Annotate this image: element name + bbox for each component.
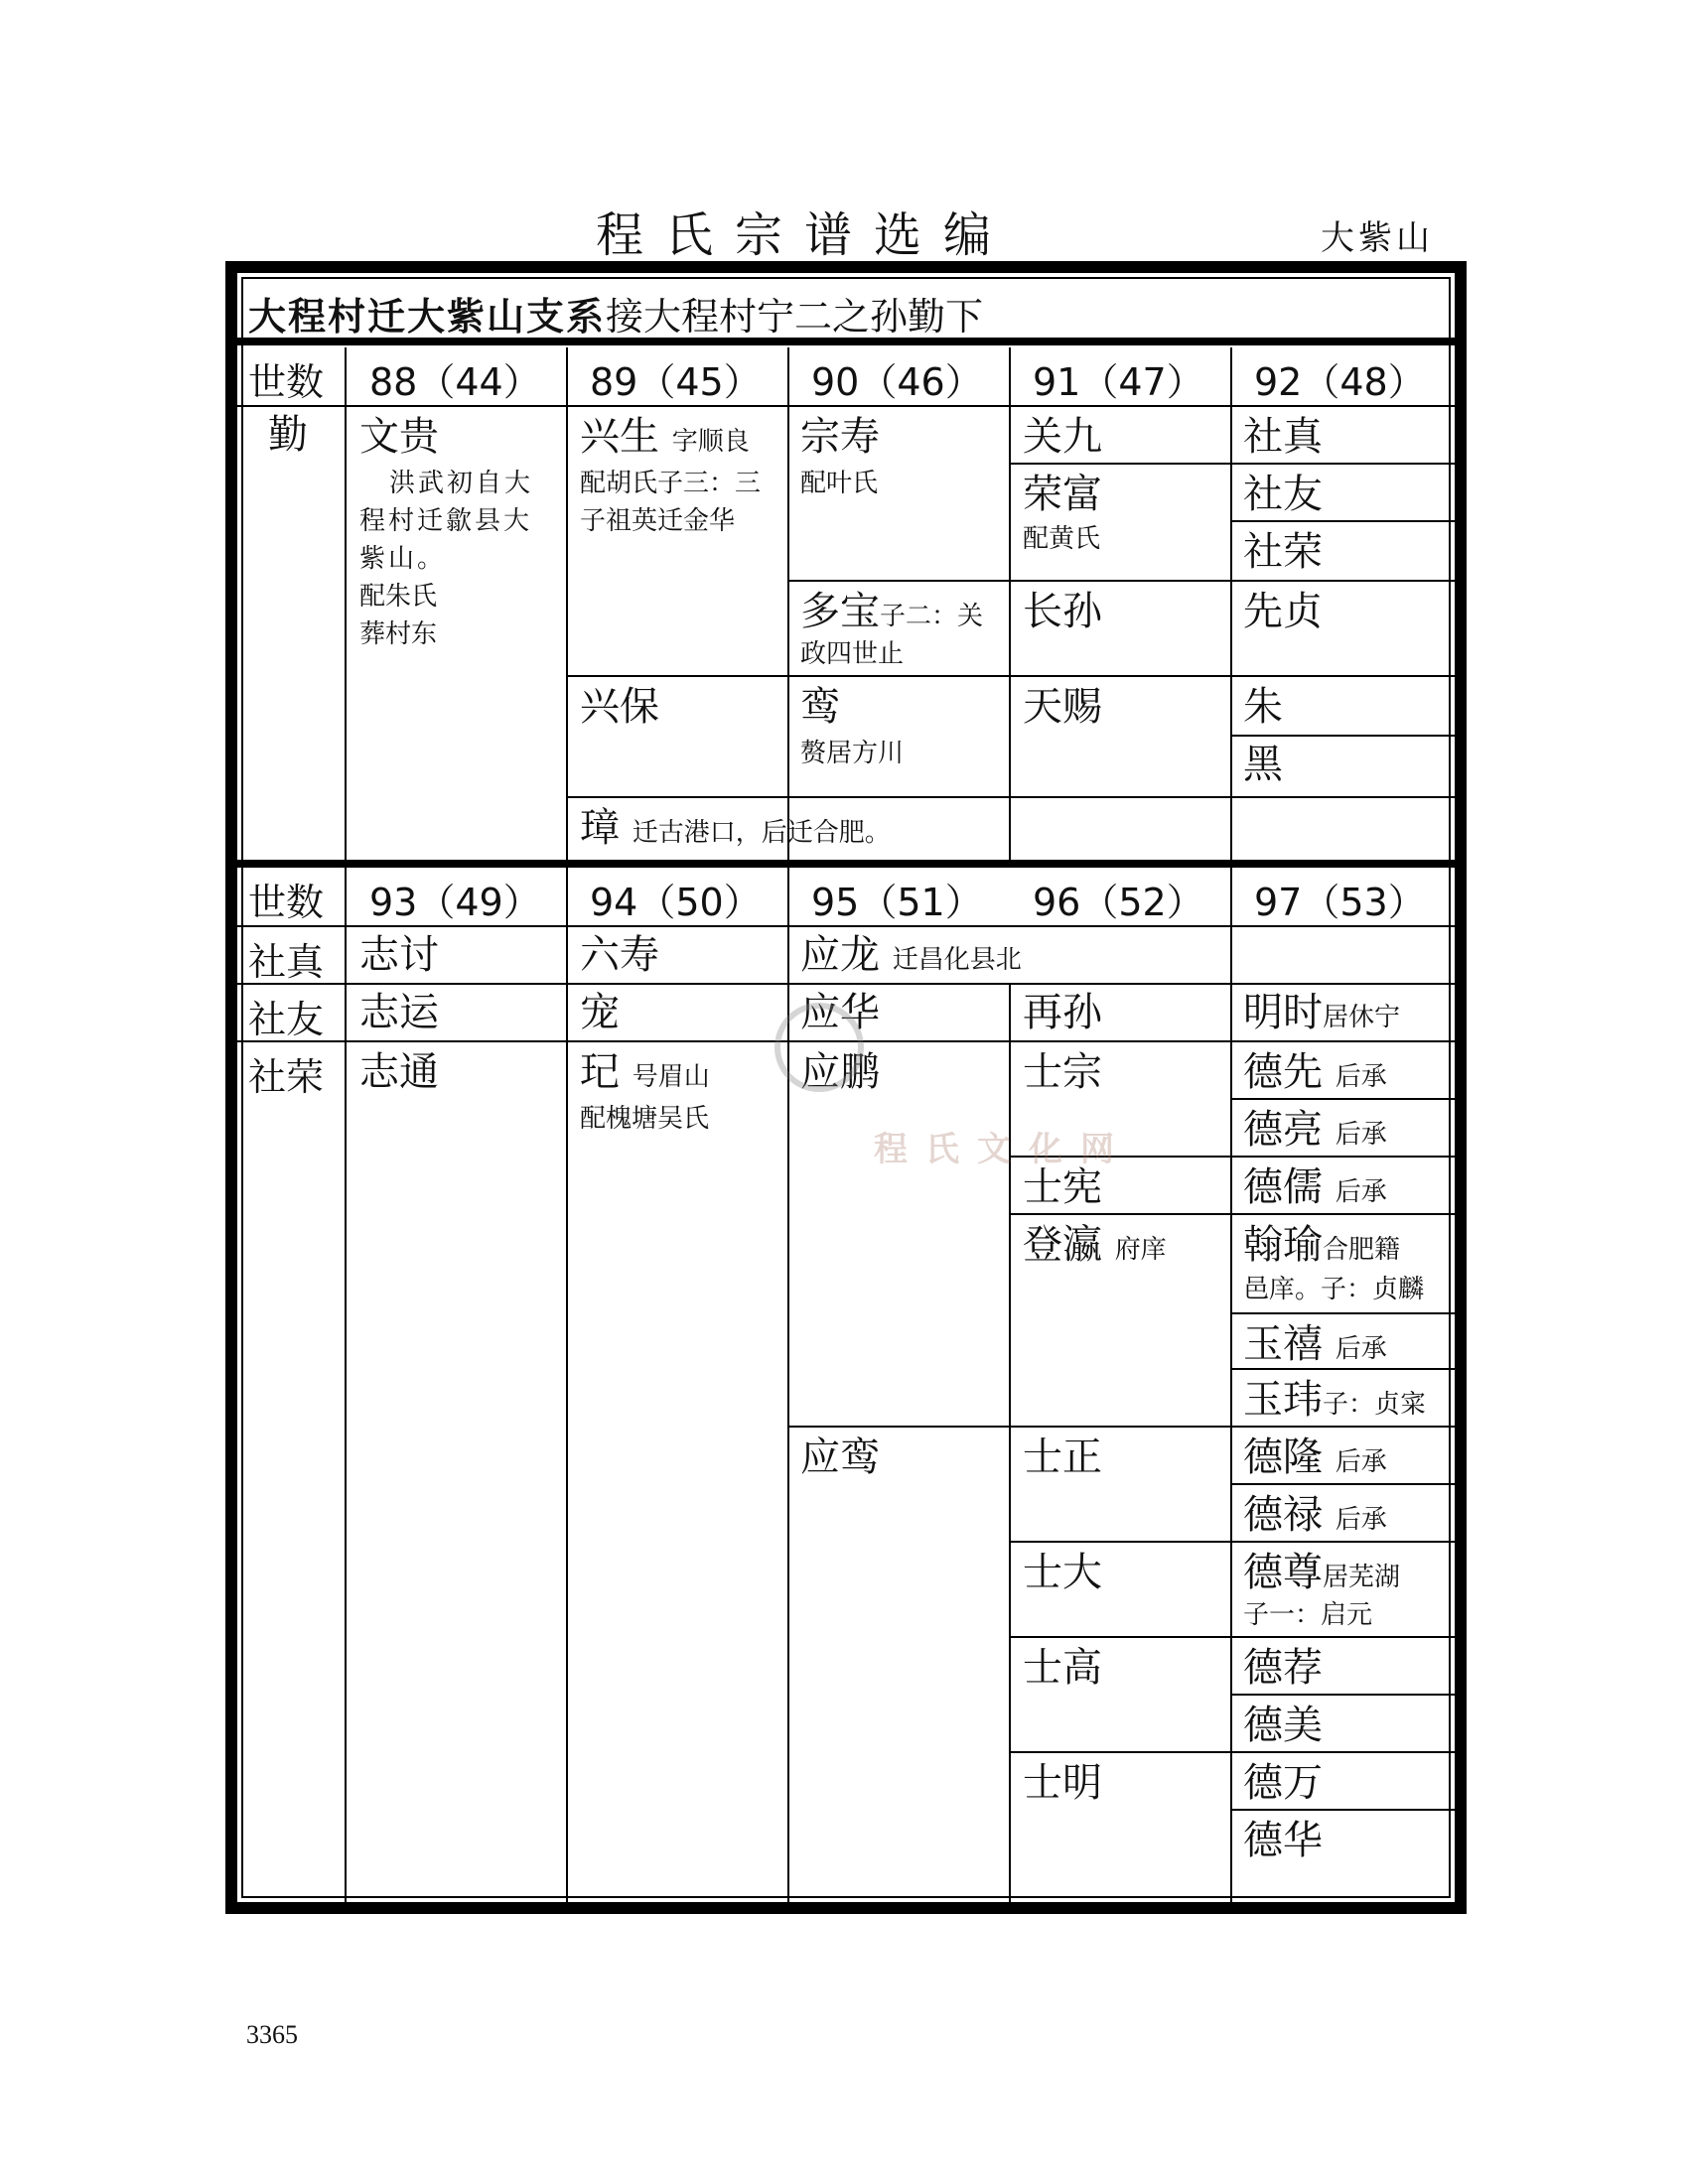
person-note: 居休宁 bbox=[1323, 1003, 1401, 1032]
person-name: 社荣 bbox=[1243, 529, 1323, 575]
person-name: 勤 bbox=[268, 412, 308, 458]
person-name: 志讨 bbox=[359, 932, 439, 978]
person-name: 荣富 bbox=[1023, 472, 1102, 517]
person-name: 社真 bbox=[1243, 414, 1323, 460]
col-line bbox=[345, 347, 347, 860]
person-name-text: 德尊 bbox=[1243, 1550, 1323, 1595]
person-name: 兴保 bbox=[580, 684, 659, 730]
person-name bbox=[1023, 1223, 1167, 1272]
person-name bbox=[1243, 1378, 1426, 1427]
person-name: 德万 bbox=[1243, 1760, 1323, 1806]
person-name-text: 璋 bbox=[580, 805, 620, 851]
person-note: 子一：启元 bbox=[1243, 1600, 1373, 1630]
generation-header: 93（49） bbox=[369, 881, 541, 924]
seal-icon bbox=[774, 1003, 864, 1092]
row-label: 社友 bbox=[248, 998, 325, 1041]
person-name: 鸾 bbox=[800, 684, 840, 730]
person-name: 德华 bbox=[1243, 1818, 1323, 1863]
person-name: 六寿 bbox=[580, 932, 659, 978]
person-note: 字顺良 bbox=[671, 427, 750, 457]
row-line bbox=[1009, 463, 1455, 465]
section-title bbox=[248, 286, 983, 341]
person-note: 迁古港口，后迁合肥。 bbox=[632, 818, 891, 848]
person-note: 后承 bbox=[1335, 1120, 1387, 1150]
row-label: 社荣 bbox=[248, 1055, 325, 1099]
row-line bbox=[1230, 1312, 1455, 1314]
person-name: 文贵 bbox=[359, 414, 439, 460]
person-name: 志通 bbox=[359, 1049, 439, 1095]
person-name-text: 多宝 bbox=[800, 589, 880, 634]
row-line bbox=[1009, 1751, 1455, 1753]
person-name: 士宗 bbox=[1023, 1049, 1102, 1095]
thick-divider bbox=[237, 860, 1455, 868]
generation-label: 世数 bbox=[248, 360, 325, 404]
person-name: 士正 bbox=[1023, 1434, 1102, 1480]
person-name-text: 德禄 bbox=[1243, 1492, 1323, 1538]
person-note: 洪武初自大程村迁歙县大紫山。 bbox=[359, 469, 534, 574]
row-line bbox=[1009, 1636, 1455, 1638]
person-name: 社友 bbox=[1243, 472, 1323, 517]
person-name-text: 应龙 bbox=[800, 932, 880, 978]
col-line bbox=[1009, 983, 1011, 1902]
person-name: 应华 bbox=[800, 990, 880, 1035]
person-name-text: 兴生 bbox=[580, 414, 659, 460]
person-name-text: 登瀛 bbox=[1023, 1222, 1102, 1268]
row-line bbox=[1009, 1213, 1455, 1215]
person-note: 配叶氏 bbox=[800, 469, 879, 498]
row-line bbox=[1230, 1809, 1455, 1811]
person-note: 号眉山 bbox=[632, 1062, 710, 1092]
person-note: 赘居方川 bbox=[800, 739, 905, 768]
person-name bbox=[580, 1050, 710, 1099]
person-name: 长孙 bbox=[1023, 589, 1102, 634]
row-line bbox=[566, 675, 1455, 677]
person-name: 再孙 bbox=[1023, 990, 1102, 1035]
person-note: 配黄氏 bbox=[1023, 524, 1101, 554]
person-name bbox=[580, 806, 891, 855]
person-name-text: 德先 bbox=[1243, 1049, 1323, 1095]
person-note: 迁昌化县北 bbox=[892, 945, 1022, 975]
person-name bbox=[800, 933, 1022, 982]
person-name: 应鹏 bbox=[800, 1049, 880, 1095]
person-name bbox=[1243, 1493, 1387, 1542]
person-note: 后承 bbox=[1335, 1447, 1387, 1477]
person-burial: 葬村东 bbox=[359, 619, 438, 649]
person-name-text: 德亮 bbox=[1243, 1107, 1323, 1153]
page-number: 3365 bbox=[246, 2020, 298, 2049]
row-label: 社真 bbox=[248, 940, 325, 984]
person-note: 合肥籍 bbox=[1323, 1235, 1401, 1265]
generation-header: 94（50） bbox=[590, 881, 762, 924]
col-line bbox=[345, 868, 347, 1902]
person-name: 德美 bbox=[1243, 1703, 1323, 1748]
person-note: 邑庠。子：贞麟 bbox=[1243, 1275, 1425, 1304]
person-name-text: 德隆 bbox=[1243, 1434, 1323, 1480]
person-name: 应鸾 bbox=[800, 1434, 880, 1480]
person-spouse: 配朱氏 bbox=[359, 582, 438, 612]
col-line bbox=[566, 868, 568, 1902]
person-name: 士大 bbox=[1023, 1550, 1102, 1595]
place-tag: 大紫山 bbox=[1321, 218, 1434, 258]
person-name: 先贞 bbox=[1243, 589, 1323, 634]
person-name: 朱 bbox=[1243, 684, 1283, 730]
row-line bbox=[787, 580, 1455, 582]
person-note: 府庠 bbox=[1114, 1235, 1167, 1265]
person-name bbox=[800, 590, 983, 638]
generation-header: 92（48） bbox=[1254, 360, 1426, 404]
person-name bbox=[1243, 1223, 1400, 1272]
person-name: 黑 bbox=[1243, 742, 1283, 787]
generation-header: 88（44） bbox=[369, 360, 541, 404]
person-name bbox=[1243, 1108, 1387, 1157]
person-name: 德荐 bbox=[1243, 1645, 1323, 1691]
person-name: 天赐 bbox=[1023, 684, 1102, 730]
person-name bbox=[1243, 1551, 1400, 1599]
person-name: 士宪 bbox=[1023, 1164, 1102, 1210]
generation-header: 95（51） bbox=[811, 881, 983, 924]
person-note: 政四世止 bbox=[800, 639, 905, 669]
row-line bbox=[1009, 1541, 1455, 1543]
person-name: 士明 bbox=[1023, 1760, 1102, 1806]
person-name-text: 玘 bbox=[580, 1049, 620, 1095]
generation-header: 90（46） bbox=[811, 360, 983, 404]
person-note: 子二：关 bbox=[880, 602, 984, 631]
person-note: 后承 bbox=[1335, 1062, 1387, 1092]
person-name-text: 明时 bbox=[1243, 990, 1323, 1035]
person-name: 关九 bbox=[1023, 414, 1102, 460]
person-note: 后承 bbox=[1335, 1334, 1387, 1364]
row-line bbox=[1230, 520, 1455, 522]
person-name-text: 玉玮 bbox=[1243, 1377, 1323, 1423]
col-line bbox=[1230, 347, 1232, 860]
person-name bbox=[1243, 1165, 1387, 1214]
row-line bbox=[1230, 1694, 1455, 1696]
person-note: 后承 bbox=[1335, 1505, 1387, 1535]
person-name: 志运 bbox=[359, 990, 439, 1035]
section-title-rest: 接大程村宁二之孙勤下 bbox=[606, 295, 984, 339]
person-name-text: 翰瑜 bbox=[1243, 1222, 1323, 1268]
person-spouse: 配槐塘吴氏 bbox=[580, 1104, 710, 1134]
col-line bbox=[1230, 868, 1232, 1902]
person-name: 宠 bbox=[580, 990, 620, 1035]
generation-header: 96（52） bbox=[1033, 881, 1204, 924]
col-line bbox=[566, 347, 568, 860]
generation-header: 91（47） bbox=[1033, 360, 1204, 404]
generation-header: 89（45） bbox=[590, 360, 762, 404]
person-name bbox=[1243, 1322, 1387, 1371]
person-name bbox=[1243, 1435, 1387, 1484]
person-note: 居芜湖 bbox=[1323, 1563, 1401, 1592]
section-title-bold: 大程村迁大紫山支系 bbox=[248, 295, 607, 339]
col-line bbox=[787, 347, 789, 860]
generation-label: 世数 bbox=[248, 881, 325, 924]
row-line bbox=[1230, 735, 1455, 737]
person-name: 宗寿 bbox=[800, 414, 880, 460]
person-name: 士高 bbox=[1023, 1645, 1102, 1691]
book-title: 程氏宗谱选编 bbox=[596, 207, 1014, 263]
col-line bbox=[1009, 347, 1011, 860]
person-name bbox=[1243, 1050, 1387, 1099]
person-name-text: 德儒 bbox=[1243, 1164, 1323, 1210]
person-note: 配胡氏子三：三子祖英迁金华 bbox=[580, 469, 762, 536]
row-line bbox=[566, 796, 1455, 798]
person-name-text: 玉禧 bbox=[1243, 1321, 1323, 1367]
person-note: 子：贞寀 bbox=[1323, 1390, 1427, 1420]
person-name bbox=[580, 415, 750, 464]
person-name bbox=[1243, 991, 1400, 1039]
person-note: 后承 bbox=[1335, 1177, 1387, 1207]
row-line bbox=[237, 983, 1455, 985]
watermark-text: 程氏文化网 bbox=[874, 1130, 1132, 1169]
generation-header: 97（53） bbox=[1254, 881, 1426, 924]
